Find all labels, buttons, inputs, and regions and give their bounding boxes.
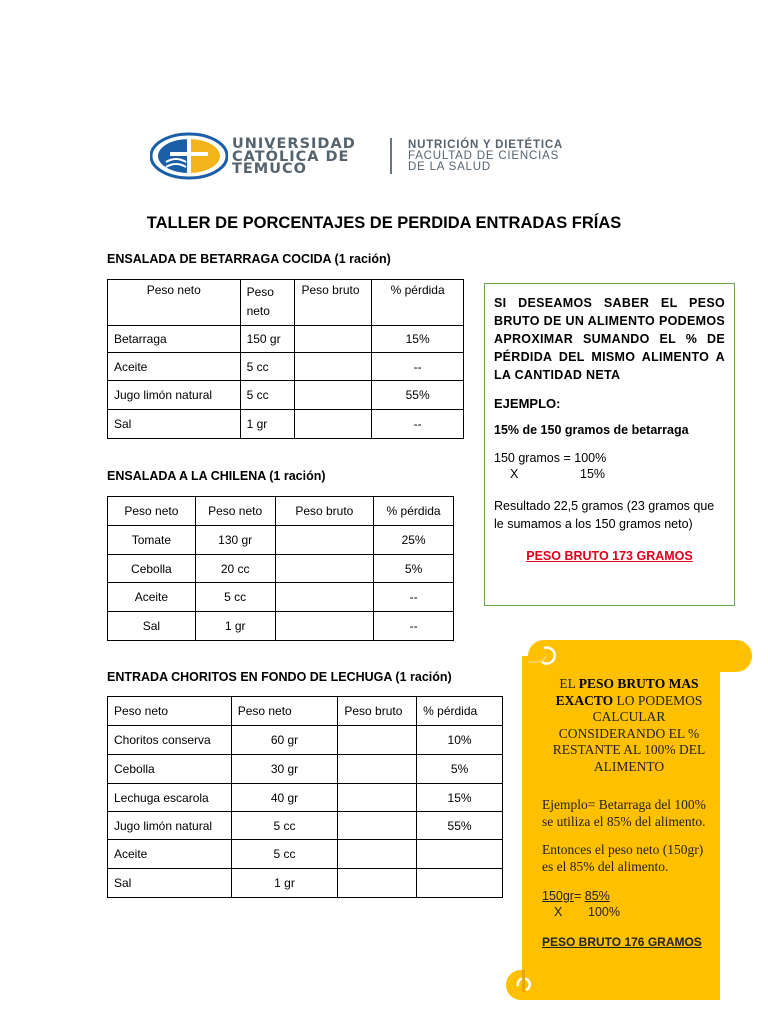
info-calc-pct: 15% bbox=[580, 467, 606, 481]
table-cell: 5% bbox=[417, 755, 503, 784]
table-cell: Aceite bbox=[108, 353, 241, 381]
table-cell bbox=[338, 812, 417, 840]
table-cell bbox=[295, 326, 372, 353]
table-header-row bbox=[108, 280, 464, 326]
table-cell: Tomate bbox=[108, 526, 196, 555]
page-title: TALLER DE PORCENTAJES DE PERDIDA ENTRADAS FRÍAS bbox=[146, 214, 622, 232]
table-cell bbox=[295, 410, 372, 439]
table-header: Peso bruto bbox=[275, 497, 374, 526]
table-cell: 150 gr bbox=[240, 326, 295, 353]
table-header-row bbox=[108, 497, 454, 526]
table-cell bbox=[275, 526, 374, 555]
table-header: % pérdida bbox=[417, 697, 503, 726]
table-cell: 130 gr bbox=[195, 526, 275, 555]
table-cell: 15% bbox=[417, 784, 503, 812]
table-row bbox=[108, 755, 503, 784]
table-cell: Cebolla bbox=[108, 755, 232, 784]
table-cell: 30 gr bbox=[231, 755, 338, 784]
table-cell: 1 gr bbox=[195, 612, 275, 641]
table-cell bbox=[338, 840, 417, 869]
table-row bbox=[108, 726, 503, 755]
table-cell: Aceite bbox=[108, 840, 232, 869]
table-cell: 10% bbox=[417, 726, 503, 755]
table-row bbox=[108, 353, 464, 381]
table-header: Peso neto bbox=[240, 280, 295, 326]
table-cell: -- bbox=[372, 353, 464, 381]
table-header: Peso neto bbox=[195, 497, 275, 526]
section-title: ENSALADA A LA CHILENA (1 ración) bbox=[107, 469, 326, 483]
table-row bbox=[108, 410, 464, 439]
scroll-conclusion: PESO BRUTO 176 GRAMOS bbox=[542, 935, 702, 949]
ingredients-table bbox=[107, 496, 454, 641]
table-header: Peso neto bbox=[108, 697, 232, 726]
table-cell: Sal bbox=[108, 869, 232, 898]
faculty-name: NUTRICIÓN Y DIETÉTICA FACULTAD DE CIENCIAS DE LA SALUD bbox=[408, 139, 564, 173]
table-row bbox=[108, 326, 464, 353]
table-cell: Lechuga escarola bbox=[108, 784, 232, 812]
info-example-line: 15% de 150 gramos de betarraga bbox=[494, 423, 689, 437]
table-header-row bbox=[108, 697, 503, 726]
table-cell: 60 gr bbox=[231, 726, 338, 755]
table-cell: 20 cc bbox=[195, 555, 275, 583]
section-title: ENTRADA CHORITOS EN FONDO DE LECHUGA (1 ración) bbox=[107, 670, 452, 684]
table-cell: Jugo limón natural bbox=[108, 812, 232, 840]
table-cell: 55% bbox=[372, 381, 464, 410]
table-cell: 55% bbox=[417, 812, 503, 840]
table-cell: 5 cc bbox=[240, 381, 295, 410]
table-row bbox=[108, 526, 454, 555]
table-cell: Cebolla bbox=[108, 555, 196, 583]
table-cell: -- bbox=[374, 583, 454, 612]
table-cell: -- bbox=[374, 612, 454, 641]
scroll-content bbox=[542, 676, 716, 949]
table-cell: 5 cc bbox=[231, 812, 338, 840]
table-cell bbox=[417, 840, 503, 869]
table-cell bbox=[338, 726, 417, 755]
header-logo bbox=[150, 132, 595, 180]
scroll-calc-row: X 100% bbox=[554, 905, 620, 919]
table-cell: 5 cc bbox=[195, 583, 275, 612]
ingredients-table bbox=[107, 279, 464, 439]
scroll-calc-row: 150gr= 85% bbox=[542, 889, 610, 903]
info-calc-line: 150 gramos = 100% bbox=[494, 451, 607, 465]
table-cell: Jugo limón natural bbox=[108, 381, 241, 410]
table-cell: Aceite bbox=[108, 583, 196, 612]
table-cell bbox=[338, 755, 417, 784]
info-calc-x: X bbox=[510, 467, 519, 481]
scroll-example: Ejemplo= Betarraga del 100% se utiliza el 85% del alimento. bbox=[542, 797, 706, 829]
table-cell: 5% bbox=[374, 555, 454, 583]
table-cell: Choritos conserva bbox=[108, 726, 232, 755]
table-cell: 1 gr bbox=[231, 869, 338, 898]
table-cell: 15% bbox=[372, 326, 464, 353]
table-row bbox=[108, 612, 454, 641]
table-cell bbox=[275, 555, 374, 583]
info-calc-row bbox=[494, 467, 725, 481]
table-cell bbox=[338, 784, 417, 812]
table-cell bbox=[275, 612, 374, 641]
table-cell: 5 cc bbox=[231, 840, 338, 869]
table-row bbox=[108, 555, 454, 583]
table-cell: -- bbox=[372, 410, 464, 439]
university-name: UNIVERSIDAD CATÓLICA DE TEMUCO bbox=[232, 136, 356, 177]
section-title: ENSALADA DE BETARRAGA COCIDA (1 ración) bbox=[107, 252, 391, 266]
info-conclusion: PESO BRUTO 173 GRAMOS bbox=[526, 549, 693, 563]
info-intro: SI DESEAMOS SABER EL PESO BRUTO DE UN ALIMENTO PODEMOS APROXIMAR SUMANDO EL % DE PÉRDIDA DEL MISMO ALIMENTO A LA CANTIDAD NETA bbox=[494, 296, 725, 382]
table-cell bbox=[338, 869, 417, 898]
table-row bbox=[108, 583, 454, 612]
table-cell: 1 gr bbox=[240, 410, 295, 439]
info-example-label: EJEMPLO: bbox=[494, 396, 561, 411]
info-result: Resultado 22,5 gramos (23 gramos que le sumamos a los 150 gramos neto) bbox=[494, 499, 715, 531]
table-cell: Betarraga bbox=[108, 326, 241, 353]
table-cell bbox=[417, 869, 503, 898]
table-row bbox=[108, 869, 503, 898]
university-emblem-icon bbox=[150, 132, 228, 180]
table-cell: Sal bbox=[108, 612, 196, 641]
table-header: Peso neto bbox=[108, 280, 241, 326]
scroll-explanation: Entonces el peso neto (150gr) es el 85% del alimento. bbox=[542, 842, 704, 874]
table-header: Peso neto bbox=[231, 697, 338, 726]
logo-divider bbox=[390, 138, 392, 174]
table-cell bbox=[275, 583, 374, 612]
ingredients-table bbox=[107, 696, 503, 898]
table-cell: 5 cc bbox=[240, 353, 295, 381]
table-row bbox=[108, 840, 503, 869]
table-header: % pérdida bbox=[372, 280, 464, 326]
info-box bbox=[484, 283, 735, 606]
table-header: Peso neto bbox=[108, 497, 196, 526]
table-header: Peso bruto bbox=[338, 697, 417, 726]
table-row bbox=[108, 381, 464, 410]
table-cell: 40 gr bbox=[231, 784, 338, 812]
table-cell: 25% bbox=[374, 526, 454, 555]
table-cell: Sal bbox=[108, 410, 241, 439]
table-row bbox=[108, 784, 503, 812]
table-row bbox=[108, 812, 503, 840]
scroll-paragraph: EL PESO BRUTO MAS EXACTO LO PODEMOS CALCULAR CONSIDERANDO EL % RESTANTE AL 100% DEL ALIMENTO bbox=[552, 676, 706, 774]
table-cell bbox=[295, 381, 372, 410]
table-header: Peso bruto bbox=[295, 280, 372, 326]
table-cell bbox=[295, 353, 372, 381]
table-header: % pérdida bbox=[374, 497, 454, 526]
